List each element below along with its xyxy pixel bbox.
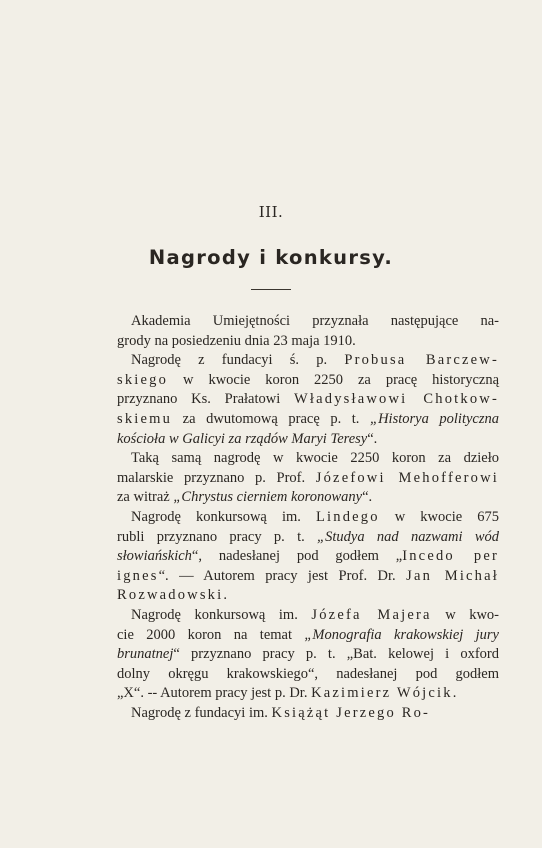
text-run: za dwutomową pracę p. t. [172,410,370,427]
text-run: Akademia Umiejętności przyznała następujące na- [131,313,499,329]
text-run: rubli przyznano pracy p. t. [117,528,318,545]
italic-title: brunatnej [117,646,174,663]
text-line [117,430,499,450]
text-run: cie 2000 koron na temat [117,626,305,643]
italic-title: „Chrystus cierniem koronowany [173,489,363,506]
italic-title: „Historya polityczna [370,410,499,427]
text-line [117,684,499,704]
spaced-name: Książąt Jerzego Ro- [271,704,431,721]
spaced-name: Kazimierz Wójcik [311,685,453,702]
text-line [117,371,499,391]
spaced-name: Lindego [315,508,380,525]
text-line [117,645,499,665]
spaced-name: Jan Michał [406,567,499,584]
text-run: Taką samą nagrodę w kwocie 2250 koron za dzieło [131,450,499,467]
text-run: dolny okręgu krakowskiego“, nadesłanej pod godłem [117,665,499,682]
text-run: Nagrodę konkursową im. [131,606,312,623]
text-run: w kwocie koron 2250 za pracę historyczną [168,371,499,388]
text-line [117,528,499,548]
spaced-name: Probusa Barczew- [344,352,499,369]
chapter-numeral: III. [258,203,284,221]
italic-title: „Monografia krakowskiej jury [304,626,499,643]
text-run: w kwo- [431,606,500,623]
paragraph [117,351,499,449]
paragraph [117,704,499,724]
text-line [117,351,499,371]
italic-title: kościoła w Galicyi za rządów Maryi Teresy [117,430,368,447]
paragraph [117,312,499,351]
text-run: Nagrodę konkursową im. [131,508,316,525]
text-line [117,547,499,567]
paragraph [117,449,499,508]
text-run: “, nadesłanej pod godłem „ [191,548,403,565]
text-line [117,665,499,685]
text-line [117,626,499,646]
spaced-name: Incedo per [402,548,500,565]
text-run: przyznano Ks. Prałatowi [117,391,295,408]
chapter-title: Nagrody i konkursy. [148,246,394,269]
text-run: “. — Autorem pracy jest Prof. Dr. [158,567,407,584]
text-run: “. [367,430,378,447]
text-run: “ przyznano pracy p. t. „Bat. kelowej i oxford [173,646,499,663]
paragraph [117,606,499,704]
text-run: grody na posiedzeniu dnia 23 maja 1910. [117,332,356,349]
spaced-name: skiego [117,371,169,388]
spaced-name: Józefa Majera [311,606,432,623]
spaced-name: Rozwadowski [117,587,224,604]
text-line [117,606,499,626]
text-run: “. [362,489,373,506]
text-line [117,449,499,469]
spaced-name: Józefowi Mehofferowi [315,469,499,486]
text-line [117,704,499,724]
text-run: . [452,685,457,702]
text-line [117,488,499,508]
spaced-name: skiemu [117,410,173,427]
text-run: . [223,587,227,604]
text-line [117,469,499,489]
text-run: Nagrodę z fundacyi im. [131,704,272,721]
text-line [117,508,499,528]
text-run: w kwocie 675 [379,508,499,525]
body-text [117,312,499,723]
text-line [117,586,499,606]
italic-title: „Studya nad nazwami wód [317,528,499,545]
text-line [117,332,499,352]
spaced-name: ignes [117,567,159,584]
text-run: Nagrodę z fundacyi ś. p. [131,352,345,369]
text-line [117,390,499,410]
spaced-name: Władysławowi Chotkow- [294,391,499,408]
text-run: „X“. -- Autorem pracy jest p. Dr. [117,685,312,702]
text-line [117,567,499,587]
text-run: malarskie przyznano p. Prof. [117,469,316,486]
paragraph [117,508,499,606]
text-line [117,410,499,430]
text-line [117,312,499,332]
title-divider [251,289,291,290]
text-run: za witraż [117,489,174,506]
italic-title: słowiańskich [117,548,192,565]
